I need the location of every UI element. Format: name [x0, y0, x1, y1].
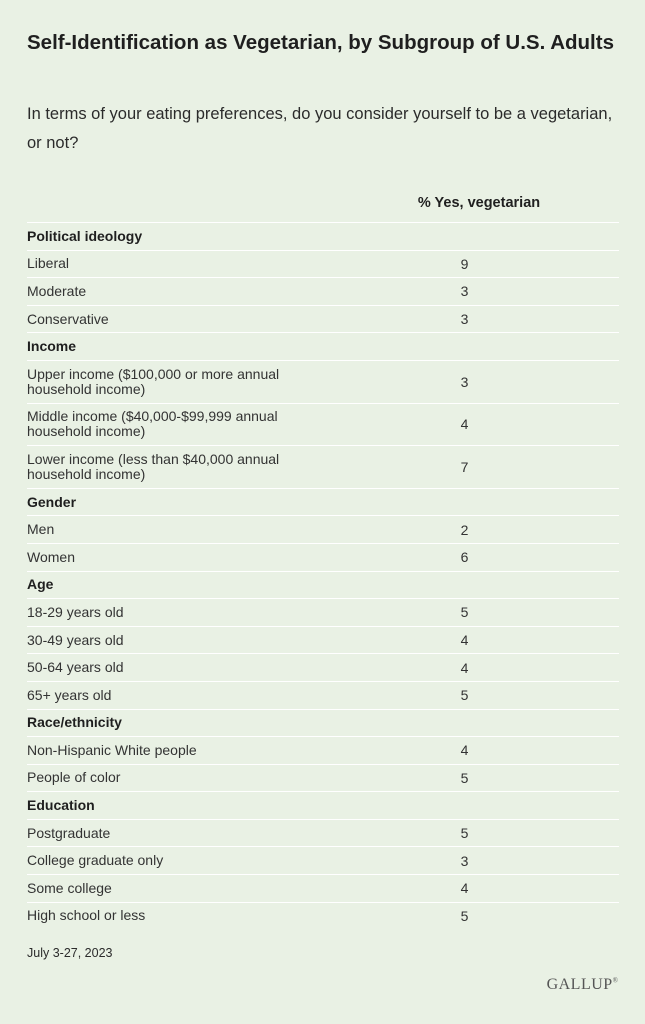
table-row: [27, 277, 619, 305]
table-row: [27, 846, 619, 874]
row-value: 3: [460, 373, 469, 390]
row-label: Conservative: [27, 310, 109, 327]
group-header-row: [27, 488, 619, 516]
table-row: [27, 543, 619, 571]
group-label: Political ideology: [27, 227, 143, 244]
table-row: [27, 819, 619, 847]
row-label: Upper income ($100,000 or more annual household income): [27, 365, 280, 397]
row-label: High school or less: [27, 907, 146, 924]
group-header-row: [27, 222, 619, 250]
group-header-row: [27, 332, 619, 360]
row-value: 5: [460, 687, 469, 704]
gallup-logo: GALLUP®: [546, 976, 618, 993]
data-table: [27, 222, 619, 929]
row-value: 9: [460, 255, 469, 272]
row-label: Men: [27, 521, 55, 538]
table-row: [27, 250, 619, 278]
row-label: 50-64 years old: [27, 659, 124, 676]
group-header-row: [27, 571, 619, 599]
row-value: 6: [460, 549, 469, 566]
row-label: Women: [27, 548, 75, 565]
table-row: [27, 653, 619, 681]
group-header-row: [27, 791, 619, 819]
row-value: 5: [460, 604, 469, 621]
table-row: [27, 403, 619, 446]
chart-title: Self-Identification as Vegetarian, by Subgroup of U.S. Adults: [27, 31, 614, 54]
row-value: 4: [460, 632, 469, 649]
row-value: 3: [460, 311, 469, 328]
table-row: [27, 874, 619, 902]
row-label: Middle income ($40,000-$99,999 annual household income): [27, 408, 278, 440]
row-label: People of color: [27, 769, 121, 786]
row-label: 18-29 years old: [27, 603, 124, 620]
table-row: [27, 360, 619, 403]
row-value: 4: [460, 659, 469, 676]
row-value: 3: [460, 283, 469, 300]
row-value: 7: [460, 458, 469, 475]
row-label: Moderate: [27, 282, 87, 299]
row-label: College graduate only: [27, 852, 164, 869]
table-row: [27, 681, 619, 709]
chart-subtitle: In terms of your eating preferences, do you consider yourself to be a vegetarian, or not?: [27, 105, 613, 152]
date-footnote: July 3-27, 2023: [27, 946, 113, 960]
row-label: Postgraduate: [27, 824, 111, 841]
row-value: 4: [460, 742, 469, 759]
table-row: [27, 764, 619, 792]
logo-text: GALLUP: [546, 976, 613, 993]
table-row: [27, 902, 619, 930]
row-value: 3: [460, 852, 469, 869]
group-label: Education: [27, 797, 95, 814]
row-value: 5: [460, 825, 469, 842]
row-value: 5: [460, 907, 469, 924]
row-label: Non-Hispanic White people: [27, 741, 197, 758]
row-value: 4: [460, 416, 469, 433]
table-row: [27, 445, 619, 488]
row-value: 5: [460, 769, 469, 786]
table-row: [27, 515, 619, 543]
table-row: [27, 626, 619, 654]
group-label: Gender: [27, 493, 77, 510]
row-value: 4: [460, 880, 469, 897]
row-label: Liberal: [27, 255, 70, 272]
group-header-row: [27, 709, 619, 737]
group-label: Age: [27, 576, 54, 593]
row-label: Some college: [27, 879, 112, 896]
group-label: Income: [27, 338, 77, 355]
table-row: [27, 598, 619, 626]
row-label: 65+ years old: [27, 686, 112, 703]
table-row: [27, 305, 619, 333]
row-label: Lower income (less than $40,000 annual household income): [27, 450, 280, 482]
row-label: 30-49 years old: [27, 631, 124, 648]
table-row: [27, 736, 619, 764]
group-label: Race/ethnicity: [27, 714, 122, 731]
column-header: % Yes, vegetarian: [417, 195, 541, 211]
row-value: 2: [460, 521, 469, 538]
